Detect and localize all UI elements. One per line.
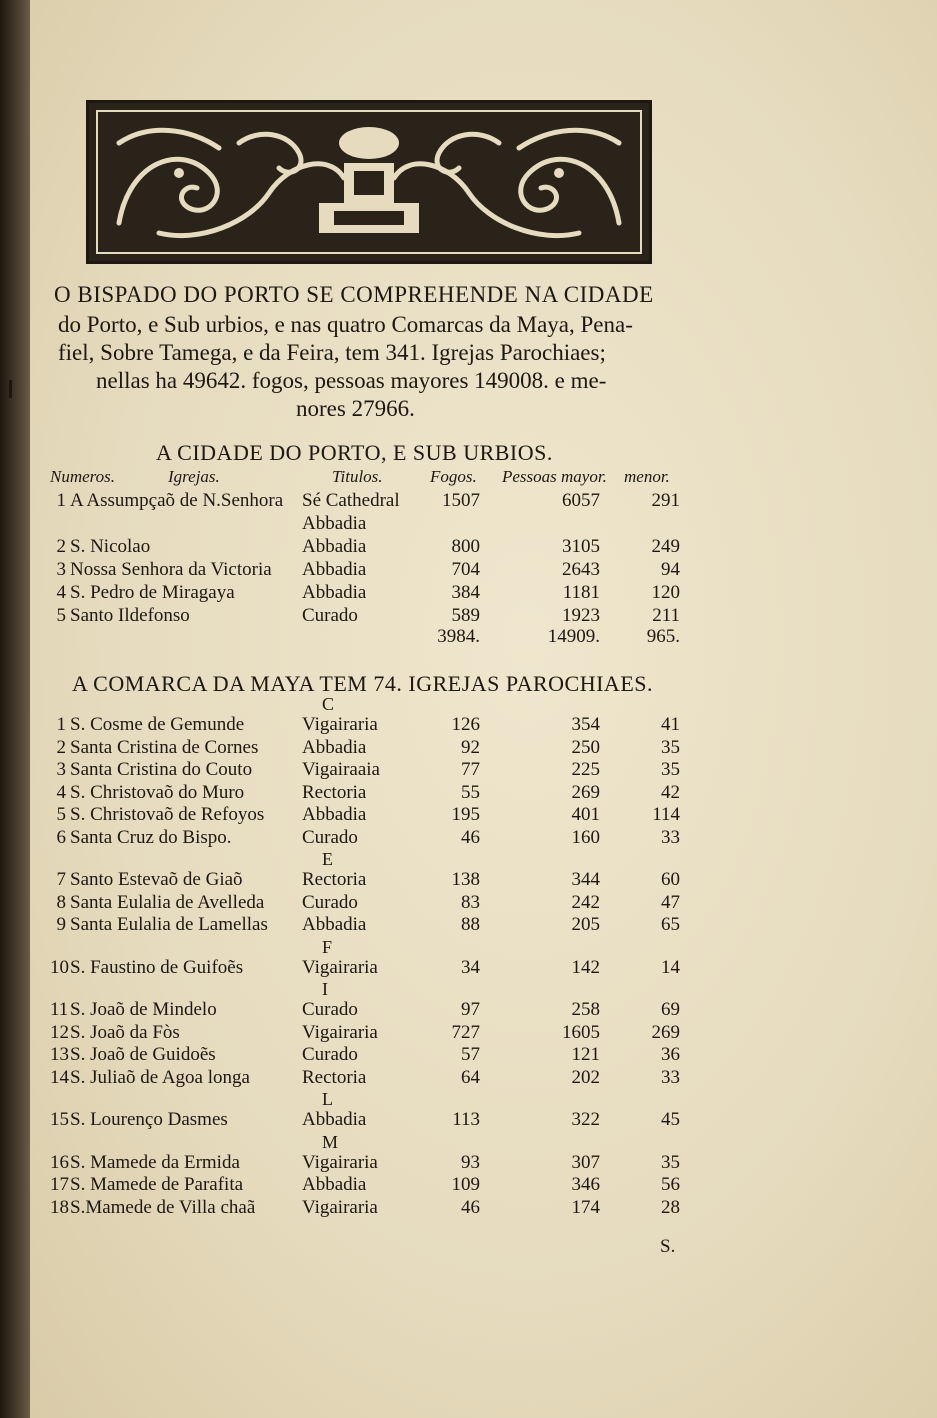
row-number: 1 [56,714,66,735]
church-name: S. Joaõ da Fòs [70,1021,180,1043]
church-name: S. Nicolao [70,536,151,557]
row-number: 12 [50,1021,69,1043]
row-number: 16 [50,1151,69,1173]
church-title: Curado [302,999,358,1020]
row-number: 9 [56,914,66,935]
row-number: 3 [56,559,66,580]
menor-value: 56 [661,1174,680,1195]
table-row [30,1044,730,1067]
church-title: Rectoria [302,869,367,890]
church-title: Abbadia [302,513,367,534]
menor-value: 41 [661,714,680,735]
menor-value: 45 [661,1109,680,1130]
pessoas-mayor-value: 3105 [562,536,600,557]
total-fogos: 3984. [437,626,480,647]
table-row [30,1174,730,1197]
church-name: Nossa Senhora da Victoria [70,559,272,580]
pessoas-mayor-value: 258 [571,999,600,1020]
divider-letter: I [322,979,328,999]
table-row [30,714,730,737]
fogos-value: 384 [451,582,480,603]
fogos-value: 55 [461,781,480,803]
table-row [30,957,730,980]
menor-value: 33 [661,826,680,848]
header-igrejas: Igrejas. [168,467,220,486]
church-name: S.Mamede de Villa chaã [70,1196,256,1218]
pessoas-mayor-value: 142 [571,956,600,978]
church-title: Rectoria [302,1066,367,1088]
church-name: S. Mamede da Ermida [70,1151,240,1173]
pessoas-mayor-value: 6057 [562,490,600,511]
menor-value: 120 [651,582,680,603]
alphabetical-divider [30,849,730,869]
church-title: Vigairaria [302,1151,378,1173]
table-row [30,804,730,827]
menor-value: 35 [661,759,680,780]
church-title: Abbadia [302,804,367,825]
pessoas-mayor-value: 307 [571,1151,600,1173]
fogos-value: 727 [451,1021,480,1043]
table-row [30,605,730,628]
fogos-value: 57 [461,1044,480,1065]
fogos-value: 138 [451,869,480,890]
fogos-value: 46 [461,826,480,848]
church-name: S. Cosme de Gemunde [70,714,245,735]
fogos-value: 109 [451,1174,480,1195]
pessoas-mayor-value: 1923 [562,605,600,626]
church-name: Santa Cristina do Couto [70,759,253,780]
row-number: 15 [50,1109,69,1130]
menor-value: 211 [652,605,680,626]
church-name: Santa Cristina de Cornes [70,736,259,758]
pessoas-mayor-value: 344 [571,869,600,890]
pessoas-mayor-value: 346 [571,1174,600,1195]
church-title: Sé Cathedral [302,490,400,511]
fogos-value: 92 [461,736,480,758]
pessoas-mayor-value: 202 [571,1066,600,1088]
menor-value: 42 [661,781,680,803]
church-title: Abbadia [302,536,367,557]
alphabetical-divider [30,937,730,957]
woodcut-ornament-icon [89,103,649,261]
church-name: S. Mamede de Parafita [70,1174,244,1195]
intro-line-5: nores 27966. [296,396,415,421]
row-number: 8 [56,891,66,913]
menor-value: 60 [661,869,680,890]
church-title: Vigairaria [302,1196,378,1218]
row-number: 13 [50,1044,69,1065]
alphabetical-divider [30,1089,730,1109]
fogos-value: 1507 [442,490,480,511]
row-number: 5 [56,804,66,825]
church-name: S. Faustino de Guifoẽs [70,956,244,978]
fogos-value: 113 [452,1109,480,1130]
menor-value: 269 [651,1021,680,1043]
book-page [30,0,937,1418]
row-number: 7 [56,869,66,890]
alphabetical-divider [30,979,730,999]
church-title: Abbadia [302,559,367,580]
pessoas-mayor-value: 401 [571,804,600,825]
header-pessoas-mayor: Pessoas mayor. [502,467,607,486]
header-fogos: Fogos. [430,467,477,486]
fogos-value: 83 [461,891,480,913]
pessoas-mayor-value: 354 [571,714,600,735]
table-row [30,914,730,937]
church-name: S. Joaõ de Mindelo [70,999,217,1020]
divider-letter: E [322,849,333,869]
header-menor: menor. [624,467,670,486]
church-name: Santo Ildefonso [70,605,190,626]
fogos-value: 88 [461,914,480,935]
divider-letter: L [322,1089,333,1109]
divider-letter: M [322,1131,339,1152]
fogos-value: 195 [451,804,480,825]
pessoas-mayor-value: 1605 [562,1021,600,1043]
header-numeros: Numeros. [50,467,116,486]
book-gutter [0,0,30,1418]
table-row [30,737,730,760]
pessoas-mayor-value: 160 [571,826,600,848]
pessoas-mayor-value: 1181 [562,582,600,603]
pessoas-mayor-value: 2643 [562,559,600,580]
menor-value: 69 [661,999,680,1020]
church-title: Abbadia [302,736,367,758]
pessoas-mayor-value: 205 [571,914,600,935]
fogos-value: 93 [461,1151,480,1173]
menor-value: 47 [661,891,680,913]
maya-section-heading: A COMARCA DA MAYA TEM 74. IGREJAS PAROCHIAES. [72,671,653,696]
table-row [30,490,730,513]
menor-value: 65 [661,914,680,935]
intro-line-3: fiel, Sobre Tamega, e da Feira, tem 341. Igrejas Parochiaes; [58,340,606,365]
menor-value: 28 [661,1196,680,1218]
row-number: 18 [50,1196,69,1218]
church-title: Curado [302,891,358,913]
menor-value: 35 [661,1151,680,1173]
intro-line-2: do Porto, e Sub urbios, e nas quatro Comarcas da Maya, Pena- [58,312,633,337]
alphabetical-divider [30,1132,730,1152]
row-number: 2 [56,736,66,758]
church-title: Vigairaria [302,1021,378,1043]
church-title: Abbadia [302,582,367,603]
menor-value: 94 [661,559,680,580]
table-row [30,513,730,536]
menor-value: 114 [652,804,680,825]
church-name: Santa Eulalia de Lamellas [70,914,268,935]
table-row [30,536,730,559]
church-name: S. Pedro de Miragaya [70,582,235,603]
intro-line-4: nellas ha 49642. fogos, pessoas mayores 149008. e me- [96,368,607,393]
row-number: 10 [50,956,69,978]
row-number: 11 [50,999,69,1020]
church-title: Curado [302,605,358,626]
fogos-value: 704 [451,559,480,580]
menor-value: 14 [661,956,680,978]
church-title: Abbadia [302,914,367,935]
pessoas-mayor-value: 250 [571,736,600,758]
pessoas-mayor-value: 174 [571,1196,600,1218]
church-title: Abbadia [302,1109,367,1130]
fogos-value: 77 [461,759,480,780]
church-name: A Assumpçaõ de N.Senhora [70,490,284,511]
decorative-woodcut-headpiece [86,100,652,264]
church-name: S. Christovaõ do Muro [70,781,245,803]
table-row [30,1152,730,1175]
row-number: 6 [56,826,66,848]
church-title: Vigairaria [302,714,378,735]
pessoas-mayor-value: 225 [571,759,600,780]
table-row [30,1109,730,1132]
row-number: 5 [56,605,66,626]
total-menor: 965. [646,626,680,647]
table-row [30,1067,730,1090]
table-row [30,1197,730,1220]
menor-value: 36 [661,1044,680,1065]
fogos-value: 126 [451,714,480,735]
row-number: 2 [56,536,66,557]
church-title: Curado [302,1044,358,1065]
catchword: S. [660,1236,676,1257]
alphabetical-divider [30,694,730,714]
table-row [30,999,730,1022]
fogos-value: 800 [451,536,480,557]
pessoas-mayor-value: 242 [571,891,600,913]
total-pessoas-mayor: 14909. [547,626,600,647]
intro-line-1: O BISPADO DO PORTO SE COMPREHENDE NA CIDADE [54,282,654,307]
table-row [30,1022,730,1045]
church-title: Rectoria [302,781,367,803]
table-row [30,759,730,782]
fogos-value: 589 [451,605,480,626]
row-number: 3 [56,759,66,780]
divider-letter: C [322,694,335,714]
church-name: Santa Eulalia de Avelleda [70,891,265,913]
table-row [30,892,730,915]
fogos-value: 97 [461,999,480,1020]
table-row [30,869,730,892]
church-title: Abbadia [302,1174,367,1195]
menor-value: 33 [661,1066,680,1088]
pessoas-mayor-value: 121 [571,1044,600,1065]
city-section-heading: A CIDADE DO PORTO, E SUB URBIOS. [156,440,553,465]
row-number: 14 [50,1066,69,1088]
city-totals-row [30,626,730,652]
menor-value: 291 [651,490,680,511]
pessoas-mayor-value: 269 [571,781,600,803]
pessoas-mayor-value: 322 [571,1109,600,1130]
church-name: Santo Estevaõ de Giaõ [70,869,243,890]
church-name: Santa Cruz do Bispo. [70,826,232,848]
table-row [30,559,730,582]
fogos-value: 64 [461,1066,480,1088]
gutter-mark [9,380,12,398]
header-titulos: Titulos. [332,467,383,486]
menor-value: 249 [651,536,680,557]
church-title: Vigairaria [302,956,378,978]
table-row [30,582,730,605]
church-name: S. Joaõ de Guidoẽs [70,1044,216,1065]
church-title: Vigairaaia [302,759,380,780]
table-row [30,827,730,850]
fogos-value: 34 [461,956,480,978]
row-number: 17 [50,1174,69,1195]
menor-value: 35 [661,736,680,758]
row-number: 4 [56,582,66,603]
divider-letter: F [322,936,333,957]
row-number: 4 [56,781,66,803]
church-name: S. Lourenço Dasmes [70,1109,228,1130]
church-name: S. Juliaõ de Agoa longa [70,1066,250,1088]
row-number: 1 [56,490,66,511]
church-title: Curado [302,826,358,848]
table-row [30,782,730,805]
fogos-value: 46 [461,1196,480,1218]
church-name: S. Christovaõ de Refoyos [70,804,265,825]
